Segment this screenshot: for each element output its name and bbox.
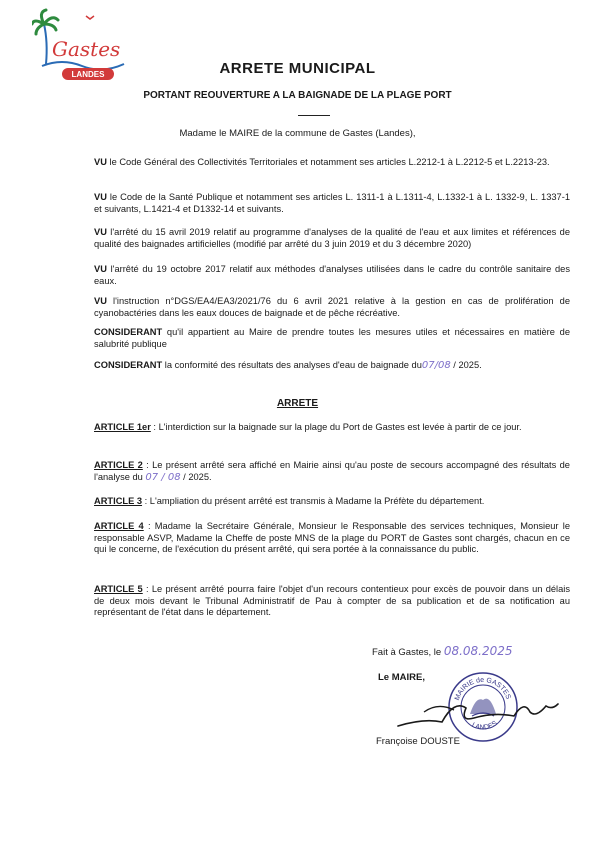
article-4 <box>94 521 570 556</box>
article-label: ARTICLE 4 <box>94 521 144 531</box>
article-text: : L'interdiction sur la baignade sur la plage du Port de Gastes est levée à partir de ce jour. <box>150 422 522 432</box>
considerant-lead: CONSIDERANT <box>94 327 163 337</box>
stamp-top-text: MAIRIE de GASTES <box>453 676 512 702</box>
vu-paragraph <box>94 192 570 215</box>
logo-subtext: LANDES <box>71 70 105 79</box>
considerant-suffix: / 2025. <box>450 360 482 370</box>
mayor-role: Le MAIRE, <box>378 672 425 683</box>
article-label: ARTICLE 3 <box>94 496 143 506</box>
vu-text: le Code de la Santé Publique et notamment ses articles L. 1311-1 à L.1311-4, L.1332-1 à L. 1332-9, L. 1337-1 et suivants, L.1421-4 et D1332-14 et suivants. <box>94 192 570 214</box>
handwritten-date: 07 / 08 <box>145 471 181 483</box>
vu-lead: VU <box>94 192 107 202</box>
article-3 <box>94 496 570 508</box>
article-1 <box>94 422 570 434</box>
stamp-bottom-text: LANDES <box>470 719 499 732</box>
vu-text: l'arrêté du 19 octobre 2017 relatif aux méthodes d'analyses utilisées dans le cadre du contrôle sanitaire des eaux. <box>94 264 570 286</box>
document-subtitle: PORTANT REOUVERTURE A LA BAIGNADE DE LA PLAGE PORT <box>143 90 452 101</box>
vu-lead: VU <box>94 227 107 237</box>
vu-paragraph <box>94 296 570 319</box>
vu-paragraph <box>94 157 570 169</box>
arrete-heading: ARRETE <box>276 398 319 409</box>
place-label: Fait à Gastes, le <box>372 647 442 658</box>
vu-text: le Code Général des Collectivités Territoriales et notamment ses articles L.2212-1 à L.2212-5 et L.2213-23. <box>106 157 550 167</box>
article-label: ARTICLE 2 <box>94 460 143 470</box>
article-label: ARTICLE 1er <box>94 422 151 432</box>
vu-lead: VU <box>94 264 107 274</box>
article-text: : L'ampliation du présent arrêté est transmis à Madame la Préfète du département. <box>142 496 485 506</box>
article-5 <box>94 584 570 619</box>
article-text: : Le présent arrêté pourra faire l'objet d'un recours contentieux pour excès de pouvoir dans un délais de deux mois devant le Tribunal Administratif de Pau à compter de sa publication et de sa notification au représentant de l'état dans le département. <box>94 584 570 617</box>
vu-text: l'arrêté du 15 avril 2019 relatif au programme d'analyses de la qualité de l'eau et aux limites et références de qualité des baignades artificielles (modifié par arrêté du 3 juin 2019 et du 3 décembre 2020) <box>94 227 570 249</box>
handwritten-signature <box>394 688 562 734</box>
signature-place <box>372 644 513 658</box>
considerant-lead: CONSIDERANT <box>94 360 163 370</box>
document-title: ARRETE MUNICIPAL <box>219 60 376 77</box>
vu-lead: VU <box>94 296 107 306</box>
vu-paragraph <box>94 227 570 250</box>
handwritten-signature-date: 08.08.2025 <box>443 644 513 658</box>
article-text: : Le présent arrêté sera affiché en Mairie ainsi qu'au poste de secours accompagné des résultats de l'analyse du <box>94 460 570 482</box>
vu-paragraph <box>94 264 570 287</box>
title-divider <box>298 115 330 116</box>
article-suffix: / 2025. <box>180 471 212 482</box>
considerant-conformite <box>94 360 570 372</box>
article-2 <box>94 460 570 483</box>
intro-line: Madame le MAIRE de la commune de Gastes (Landes), <box>179 128 416 139</box>
vu-text: l'instruction n°DGS/EA4/EA3/2021/76 du 6 avril 2021 relative à la gestion en cas de prolifération de cyanobactéries dans les eaux douces de baignade et de pêche récréative. <box>94 296 570 318</box>
article-text: : Madame la Secrétaire Générale, Monsieur le Responsable des services techniques, Monsieur le responsable ASVP, Madame la Cheffe de poste MNS de la plage du PORT de Gastes sont chargés, chacun en ce qui le concerne, de l'exécution du présent arrêté, qui sera portée à la connaissance du public. <box>94 521 570 554</box>
logo-wordmark: Gastes <box>52 37 121 61</box>
handwritten-date: 07/08 <box>421 360 451 371</box>
considerant-paragraph <box>94 327 570 350</box>
considerant-text: la conformité des résultats des analyses d'eau de baignade du <box>162 360 422 370</box>
vu-lead: VU <box>94 157 107 167</box>
considerant-text: qu'il appartient au Maire de prendre toutes les mesures utiles et nécessaires en matière de salubrité publique <box>94 327 570 349</box>
mayor-name: Françoise DOUSTE <box>376 736 460 747</box>
article-label: ARTICLE 5 <box>94 584 143 594</box>
